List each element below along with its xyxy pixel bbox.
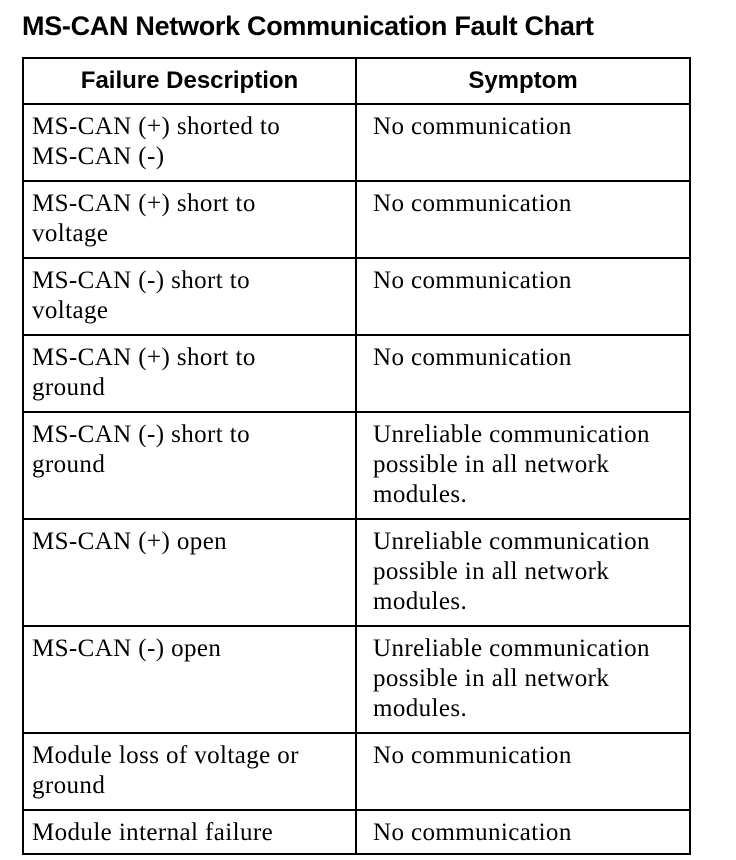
table-row (23, 733, 690, 810)
failure-description-cell: MS-CAN (+) short to ground (23, 335, 356, 412)
failure-description-cell: MS-CAN (+) short to voltage (23, 181, 356, 258)
fault-chart-table (22, 57, 691, 855)
symptom-cell: No communication (356, 810, 690, 854)
failure-description-cell: MS-CAN (-) short to voltage (23, 258, 356, 335)
table-row (23, 810, 690, 854)
table-row (23, 335, 690, 412)
table-row (23, 181, 690, 258)
symptom-cell: Unreliable communication possible in all network modules. (356, 412, 690, 519)
symptom-cell: No communication (356, 733, 690, 810)
failure-description-cell: Module loss of voltage or ground (23, 733, 356, 810)
header-failure-description: Failure Description (23, 58, 356, 104)
symptom-cell: No communication (356, 258, 690, 335)
symptom-cell: No communication (356, 335, 690, 412)
symptom-cell: Unreliable communication possible in all network modules. (356, 626, 690, 733)
table-row (23, 626, 690, 733)
table-row (23, 258, 690, 335)
table-header-row (23, 58, 690, 104)
failure-description-cell: Module internal failure (23, 810, 356, 854)
table-row (23, 412, 690, 519)
table-row (23, 104, 690, 181)
failure-description-cell: MS-CAN (-) open (23, 626, 356, 733)
symptom-cell: No communication (356, 104, 690, 181)
symptom-cell: Unreliable communication possible in all network modules. (356, 519, 690, 626)
header-symptom: Symptom (356, 58, 690, 104)
symptom-cell: No communication (356, 181, 690, 258)
table-row (23, 519, 690, 626)
page-title: MS-CAN Network Communication Fault Chart (22, 11, 594, 41)
failure-description-cell: MS-CAN (+) shorted to MS-CAN (-) (23, 104, 356, 181)
failure-description-cell: MS-CAN (-) short to ground (23, 412, 356, 519)
failure-description-cell: MS-CAN (+) open (23, 519, 356, 626)
